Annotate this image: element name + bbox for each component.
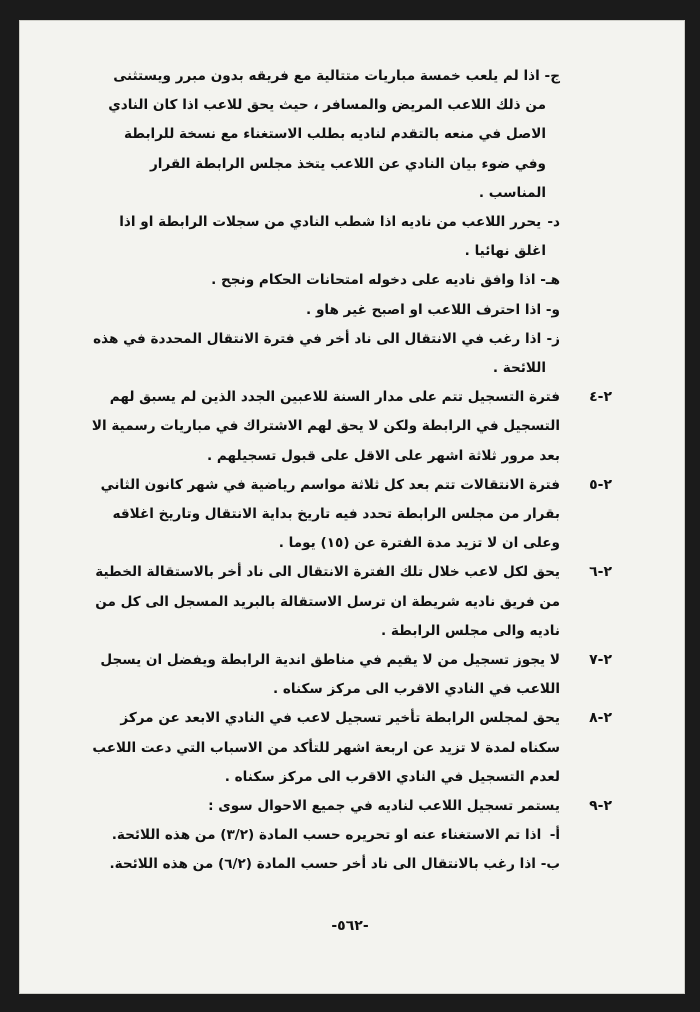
article-number: ٢-٩: [589, 798, 612, 815]
page-number: -٥٦٢-: [331, 918, 369, 934]
text-line: يحق لكل لاعب خلال تلك الفترة الانتقال الى ناد أخر بالاستقالة الخطية: [95, 564, 560, 581]
article-number: ٢-٦: [589, 564, 612, 581]
text-line: التسجيل في الرابطة ولكن لا يحق لهم الاشتراك في مباريات رسمية الا: [91, 418, 560, 435]
text-line: اذا رغب في الانتقال الى ناد أخر في فترة الانتقال المحددة في هذه: [93, 330, 546, 347]
text-line: فترة الانتقالات تتم بعد كل ثلاثة مواسم رياضية في شهر كانون الثاني: [100, 476, 560, 493]
text-line: لعدم التسجيل في النادي الاقرب الى مركز سكناه .: [224, 768, 560, 785]
item-d: [60, 208, 560, 266]
item-letter: هـ-: [540, 272, 560, 289]
text-line: اللاعب في النادي الاقرب الى مركز سكناه .: [272, 681, 560, 698]
article-2-9: [60, 792, 612, 821]
article-2-6: [60, 558, 612, 646]
text-line: بعد مرور ثلاثة اشهر على الاقل على قبول تسجيلهم .: [207, 447, 560, 464]
text-line: وفي ضوء بيان النادي عن اللاعب يتخذ مجلس الرابطة القرار: [149, 155, 546, 172]
item-h: [60, 266, 560, 295]
text-line: سكناه لمدة لا تزيد عن اربعة اشهر للتأكد من الاسباب التي دعت اللاعب: [92, 739, 560, 756]
article-number: ٢-٨: [589, 710, 612, 727]
text-line: وعلى ان لا تزيد مدة الفترة عن (١٥) يوما .: [278, 535, 560, 552]
item-w: [60, 296, 560, 325]
item-z: [60, 325, 560, 383]
article-number: ٢-٤: [589, 389, 612, 406]
document-body: [60, 62, 612, 880]
item-letter: أ-: [549, 827, 560, 844]
article-2-4: [60, 383, 612, 471]
article-2-8: [60, 704, 612, 792]
text-line: اغلق نهائيا .: [464, 243, 546, 260]
sub-item-a: [60, 821, 560, 850]
item-j: [60, 62, 560, 208]
article-2-5: [60, 471, 612, 559]
text-line: بقرار من مجلس الرابطة تحدد فيه تاريخ بداية الانتقال وتاريخ اغلاقه: [112, 506, 560, 523]
text-line: اذا رغب بالانتقال الى ناد أخر حسب المادة (٦/٢) من هذه اللائحة.: [109, 856, 541, 873]
article-number: ٢-٧: [589, 652, 612, 669]
sub-item-b: [60, 850, 560, 879]
text-line: فترة التسجيل تتم على مدار السنة للاعبين الجدد الذين لم يسبق لهم: [109, 389, 560, 406]
text-line: اذا تم الاستغناء عنه او تحريره حسب المادة (٣/٢) من هذه اللائحة.: [111, 827, 546, 844]
article-2-7: [60, 646, 612, 704]
item-letter: د-: [547, 214, 560, 231]
text-line: اللائحة .: [492, 360, 546, 377]
text-line: يستمر تسجيل اللاعب لناديه في جميع الاحوال سوى :: [208, 798, 560, 815]
text-line: الاصل في منعه بالتقدم لناديه بطلب الاستغناء مع نسخة للرابطة: [123, 126, 546, 143]
item-letter: و-: [545, 301, 560, 318]
item-letter: ب-: [540, 856, 560, 873]
article-number: ٢-٥: [589, 476, 612, 493]
text-line: من فريق ناديه شريطة ان ترسل الاستقالة بالبريد المسجل الى كل من: [95, 593, 560, 610]
text-line: اذا وافق ناديه على دخوله امتحانات الحكام ونجح .: [211, 272, 541, 289]
text-line: ناديه والى مجلس الرابطة .: [380, 622, 560, 639]
text-line: يحرر اللاعب من ناديه اذا شطب النادي من سجلات الرابطة او اذا: [119, 214, 546, 231]
text-line: لا يجوز تسجيل من لا يقيم في مناطق اندية الرابطة ويفضل ان يسجل: [100, 652, 560, 669]
item-letter: ز-: [546, 330, 560, 347]
item-letter: ج-: [544, 68, 560, 84]
text-line: من ذلك اللاعب المريض والمسافر ، حيث يحق للاعب اذا كان النادي: [108, 97, 546, 114]
text-line: المناسب .: [478, 184, 546, 201]
text-line: يحق لمجلس الرابطة تأخير تسجيل لاعب في النادي الابعد عن مركز: [120, 710, 560, 727]
text-line: اذا احترف اللاعب او اصبح غير هاو .: [306, 301, 546, 318]
text-line: اذا لم يلعب خمسة مباريات متتالية مع فريقه بدون مبرر ويستثنى: [113, 68, 545, 84]
